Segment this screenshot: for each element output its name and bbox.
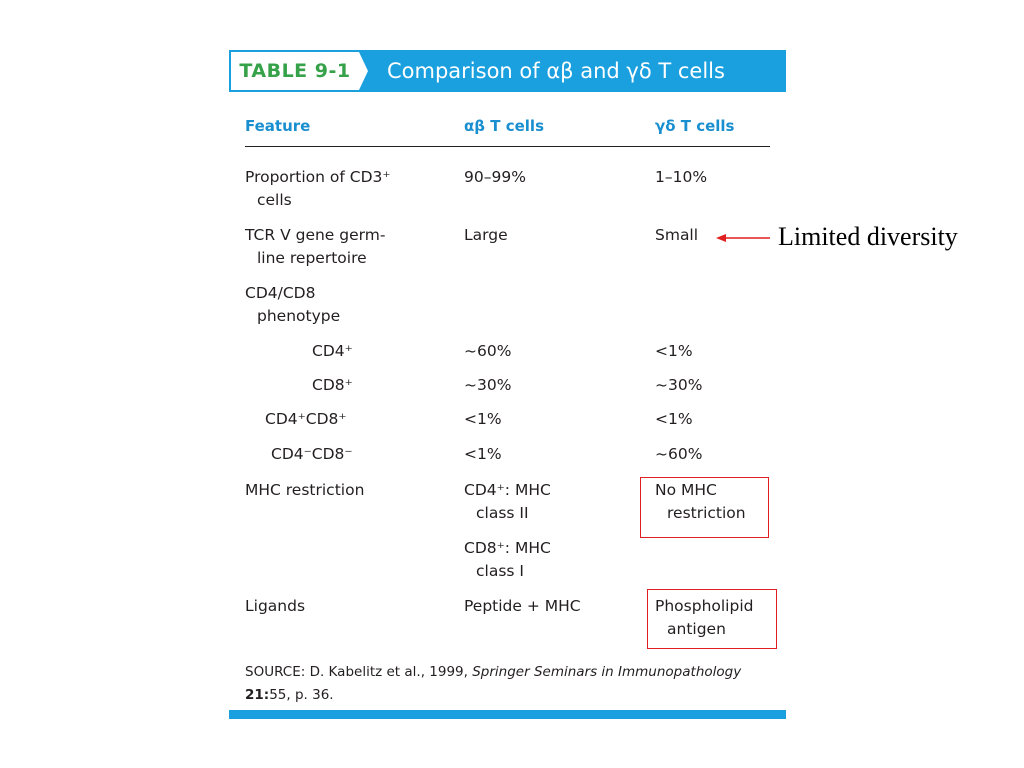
row-gd-cd4: <1% xyxy=(655,342,693,360)
label-notch xyxy=(359,52,368,90)
table-header xyxy=(229,50,786,92)
row-gd-double-positive: <1% xyxy=(655,410,693,428)
row-feature-phenotype: CD4/CD8 phenotype xyxy=(245,284,341,325)
highlight-box-mhc xyxy=(640,477,769,538)
row-ab-tcr: Large xyxy=(464,226,508,244)
row-gd-cd8: ~30% xyxy=(655,376,703,394)
row-ab-double-negative: <1% xyxy=(464,445,502,463)
row-feature-double-positive: CD4⁺CD8⁺ xyxy=(265,410,347,428)
annotation-arrow-icon xyxy=(716,229,772,247)
row-gd-tcr: Small xyxy=(655,226,699,244)
row-gd-double-negative: ~60% xyxy=(655,445,703,463)
row-feature-cd3: Proportion of CD3⁺ cells xyxy=(245,168,391,209)
row-gd-cd3: 1–10% xyxy=(655,168,708,186)
row-ab-mhc-cd4: CD4⁺: MHC class II xyxy=(464,481,551,522)
row-gd-mhc: No MHC restriction xyxy=(655,481,746,522)
row-feature-double-negative: CD4⁻CD8⁻ xyxy=(271,445,353,463)
header-rule xyxy=(245,146,770,147)
table-number-label: TABLE 9-1 xyxy=(231,52,359,90)
row-feature-tcr: TCR V gene germ- line repertoire xyxy=(245,226,386,267)
highlight-box-ligands xyxy=(647,589,777,649)
row-gd-ligands: Phospholipid antigen xyxy=(655,597,754,638)
column-header-alpha-beta: αβ T cells xyxy=(464,117,544,135)
row-feature-mhc: MHC restriction xyxy=(245,481,365,499)
source-citation: SOURCE: D. Kabelitz et al., 1999, Springer Seminars in Immunopathology 21:55, p. 36. xyxy=(245,664,742,703)
row-ab-mhc-cd8: CD8⁺: MHC class I xyxy=(464,539,551,580)
row-ab-double-positive: <1% xyxy=(464,410,502,428)
row-ab-cd8: ~30% xyxy=(464,376,512,394)
bottom-rule xyxy=(229,710,786,719)
row-feature-cd8: CD8⁺ xyxy=(312,376,353,394)
column-header-gamma-delta: γδ T cells xyxy=(655,117,735,135)
table-title: Comparison of αβ and γδ T cells xyxy=(387,59,725,83)
column-header-feature: Feature xyxy=(245,117,311,135)
row-ab-ligands: Peptide + MHC xyxy=(464,597,581,615)
row-ab-cd4: ~60% xyxy=(464,342,512,360)
row-ab-cd3: 90–99% xyxy=(464,168,526,186)
row-feature-cd4: CD4⁺ xyxy=(312,342,353,360)
row-feature-ligands: Ligands xyxy=(245,597,306,615)
annotation-text: Limited diversity xyxy=(778,222,958,251)
